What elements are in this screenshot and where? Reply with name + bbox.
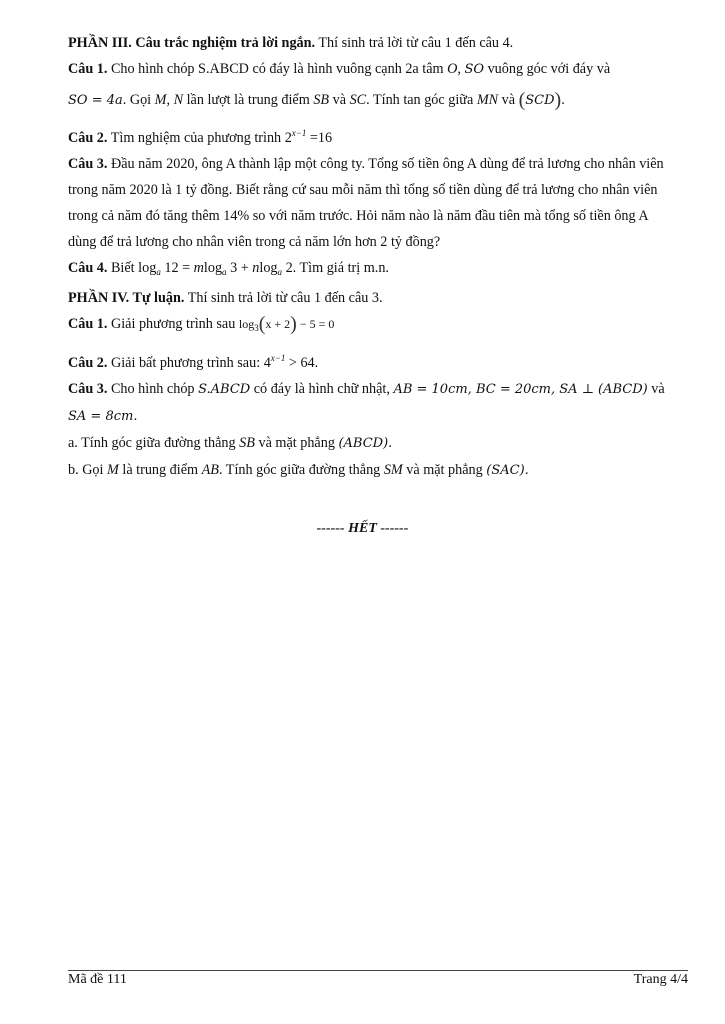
question-text: Giải bất phương trình sau: (107, 355, 264, 371)
question-text: b. Gọi (68, 462, 108, 478)
paren: ( (258, 313, 266, 335)
question-label: Câu 1. (68, 316, 108, 332)
math-expression: AB = 10cm, BC = 20cm, SA ⊥ (ABCD) (393, 382, 648, 397)
math-expression: (ABCD). (338, 436, 393, 451)
question-label: Câu 4. (68, 260, 108, 276)
math-base: 4 (263, 355, 271, 371)
math-symbol: SC (349, 92, 367, 108)
part4-question3-part-b (68, 457, 688, 484)
question-text: Đầu năm 2020, ông A thành lập một công ty. Tổng số tiền ông A dùng để trả lương cho nhân viên (107, 156, 664, 172)
math-symbol: N (173, 92, 184, 108)
math-symbol: M (107, 462, 119, 478)
question-text: . Tính góc giữa đường thẳng (218, 462, 384, 478)
question-text: và (329, 92, 350, 108)
paren: ) (554, 89, 562, 111)
math-exponent: x−1 (291, 128, 307, 138)
math-subscript: 3 (254, 323, 259, 333)
math-log: log (138, 260, 157, 276)
part3-question1-line1 (68, 56, 688, 83)
part3-intro: Thí sinh trả lời từ câu 1 đến câu 4. (315, 35, 514, 51)
math-symbol: SCD (525, 93, 555, 108)
question-text: vuông góc với đáy và (484, 61, 611, 77)
part3-question2 (68, 120, 688, 151)
punctuation: , (166, 92, 174, 108)
part3-question3-line2: trong năm 2020 là 1 tỷ đồng. Biết rằng cứ sau mỗi năm thì tổng số tiền dùng để trả lương cho nhân viên (68, 182, 658, 198)
math-symbol: SM (383, 462, 403, 478)
exam-code: Mã đề 111 (68, 972, 127, 987)
part3-question4 (68, 255, 688, 285)
part3-question3-line1 (68, 151, 688, 177)
question-label: Câu 2. (68, 130, 108, 146)
question-text: Cho hình chóp S.ABCD có đáy là hình vuông cạnh 2a tâm (107, 61, 448, 77)
math-expression: (SAC). (486, 463, 529, 478)
math-expression: 12 = (160, 260, 194, 276)
question-label: Câu 1. (68, 61, 108, 77)
question-label: Câu 3. (68, 156, 108, 172)
question-text: . Gọi (122, 92, 155, 108)
math-symbol: n (252, 260, 260, 276)
math-subscript: a (156, 267, 161, 277)
math-log: log (238, 317, 255, 331)
question-text: Cho hình chóp (107, 381, 199, 397)
math-expression: =16 (306, 130, 333, 146)
part3-question1-line2 (68, 87, 688, 114)
punctuation: . (561, 92, 565, 108)
math-expression: − 5 = 0 (296, 317, 335, 331)
math-log: log (203, 260, 223, 276)
math-symbol: S.ABCD (198, 382, 251, 397)
math-expression: > 64. (285, 355, 319, 371)
question-text: và mặt phẳng (254, 435, 339, 451)
footer-divider (68, 970, 688, 971)
question-text: Giải phương trình sau (107, 316, 239, 332)
math-symbol: SB (313, 92, 330, 108)
math-log: log (259, 260, 278, 276)
part4-question3-line2 (68, 403, 688, 430)
exam-page-content (68, 30, 688, 484)
math-subscript: a (222, 267, 227, 277)
part3-question3-line3: trong cả năm đó tăng thêm 14% so với năm trước. Hỏi năm nào là năm đầu tiên mà tổng số tiền ông A (68, 208, 649, 224)
question-text: và mặt phẳng (402, 462, 487, 478)
part3-heading: PHẦN III. Câu trắc nghiệm trả lời ngắn. (68, 35, 316, 51)
math-base: 2 (284, 130, 292, 146)
question-text: lần lượt là trung điểm (183, 92, 314, 108)
question-text: là trung điểm (118, 462, 202, 478)
math-symbol: SO (464, 62, 485, 77)
question-text: có đáy là hình chữ nhật, (250, 381, 394, 397)
end-marker: ------ HẾT ------ (316, 521, 409, 536)
paren: ( (518, 89, 526, 111)
question-text: . Tính tan góc giữa (366, 92, 477, 108)
question-text: và (498, 92, 519, 108)
question-label: Câu 3. (68, 381, 108, 397)
page-number: Trang 4/4 (633, 972, 688, 987)
part4-header (68, 285, 688, 311)
question-label: Câu 2. (68, 355, 108, 371)
math-symbol: O (447, 61, 458, 77)
part4-heading: PHẦN IV. Tự luận. (68, 290, 185, 306)
math-expression: SA = 8cm. (68, 409, 138, 424)
part4-question2 (68, 345, 688, 376)
math-subscript: a (277, 267, 283, 277)
part4-intro: Thí sinh trả lời từ câu 1 đến câu 3. (184, 290, 383, 306)
part4-question3-line1 (68, 376, 688, 403)
math-symbol: SB (239, 435, 255, 451)
math-symbol: m (193, 260, 204, 276)
math-expression: x + 2 (265, 317, 291, 331)
math-symbol: AB (201, 462, 219, 478)
math-symbol: M (154, 92, 167, 108)
math-expression: SO = 4a (68, 93, 123, 108)
math-expression: 3 + (226, 260, 253, 276)
question-text: Biết (107, 260, 139, 276)
punctuation: , (457, 61, 465, 77)
part4-question1 (68, 311, 688, 341)
part4-question3-part-a (68, 430, 688, 457)
part3-header (68, 30, 688, 56)
math-symbol: MN (476, 92, 499, 108)
question-text: 2. Tìm giá trị m.n. (282, 260, 389, 276)
math-exponent: x−1 (270, 353, 286, 363)
question-text: và (647, 381, 665, 397)
question-text: Tìm nghiệm của phương trình (107, 130, 285, 146)
paren: ) (290, 313, 297, 335)
part3-question3-line4: dùng để trả lương cho nhân viên trong cả năm lớn hơn 2 tỷ đồng? (68, 234, 441, 250)
question-text: a. Tính góc giữa đường thẳng (68, 435, 240, 451)
